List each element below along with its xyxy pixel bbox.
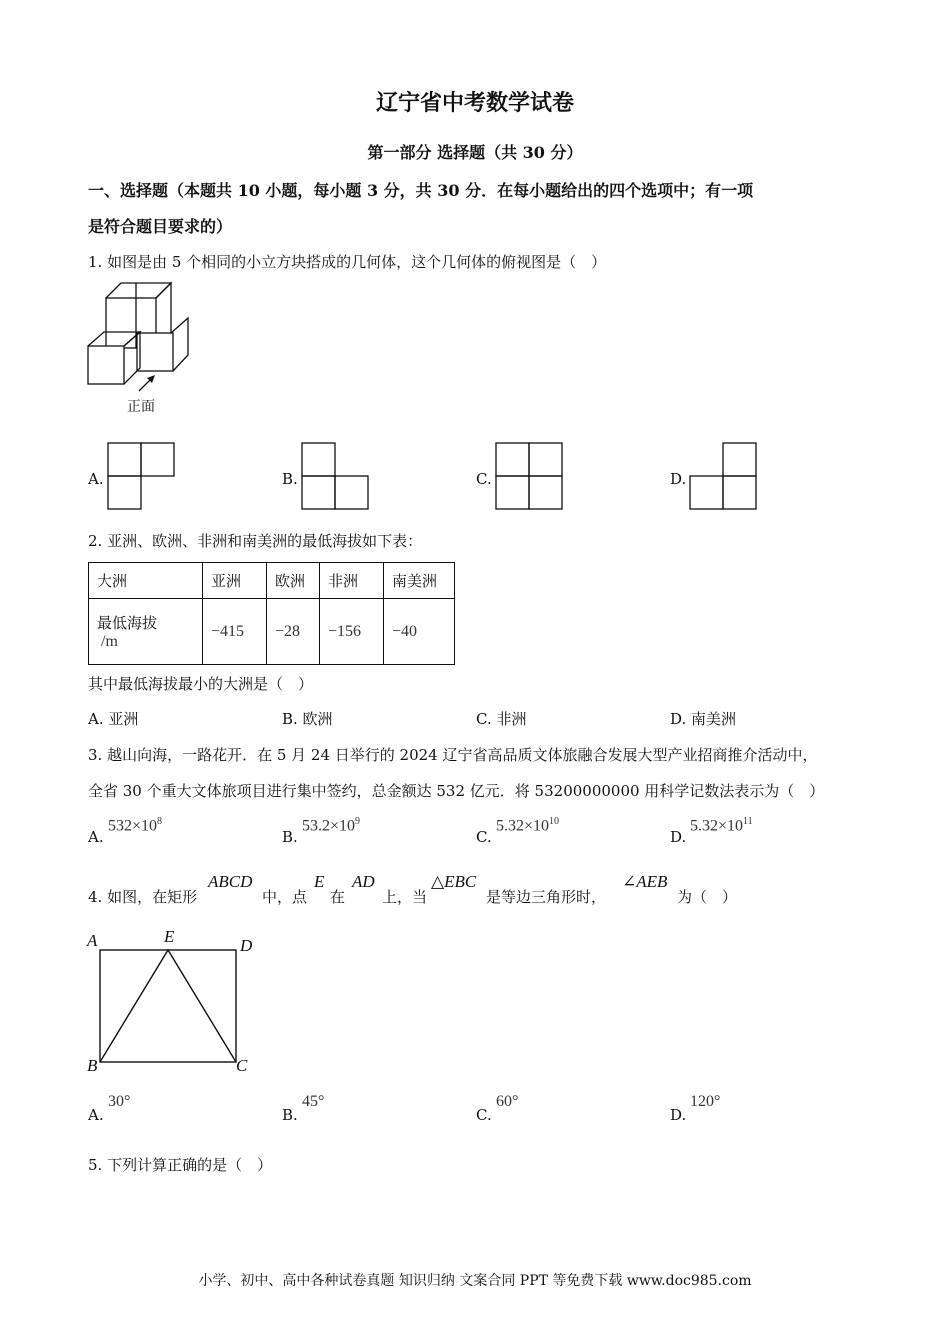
- q1-option-b-figure: [300, 441, 372, 511]
- question-4-part3: 在: [330, 888, 346, 906]
- question-3-line2: 全省 30 个重大文体旅项目进行集中签约，总金额达 532 亿元．将 53200000000 用科学记数法表示为（ ）: [88, 782, 825, 800]
- page-footer: 小学、初中、高中各种试卷真题 知识归纳 文案合同 PPT 等免费下载 www.doc985.com: [198, 1273, 752, 1289]
- table-cell: −28: [267, 599, 320, 665]
- table-row: [89, 599, 455, 665]
- rectangle-figure: [98, 948, 238, 1064]
- q3-option-a-label: A.: [88, 828, 104, 846]
- part-subtitle: 第一部分 选择题（共 30 分）: [367, 143, 583, 162]
- elevation-table: [88, 562, 455, 665]
- q4-option-a-label: A.: [88, 1106, 104, 1124]
- q1-option-a-figure: [106, 441, 176, 511]
- question-2-prompt: 其中最低海拔最小的大洲是（ ）: [88, 675, 314, 693]
- q2-option-b: B. 欧洲: [282, 710, 333, 728]
- question-5-text: 5. 下列计算正确的是（ ）: [88, 1156, 273, 1174]
- vertex-d-label: D: [240, 936, 253, 955]
- q4-point-symbol: E: [314, 872, 325, 891]
- vertex-b-label: B: [87, 1056, 98, 1075]
- q3-option-a-value: $532\times 10^8$: [108, 816, 163, 835]
- q4-triangle-symbol: △EBC: [431, 872, 477, 891]
- q1-option-c-label: C.: [476, 470, 492, 488]
- row-label-line1: 最低海拔: [97, 614, 158, 632]
- vertex-c-label: C: [236, 1056, 248, 1075]
- question-4-part4: 上，当: [382, 888, 428, 906]
- table-cell: −415: [203, 599, 267, 665]
- section-heading-line2: 是符合题目要求的）: [88, 217, 233, 236]
- q1-option-a-label: A.: [88, 470, 104, 488]
- q4-option-c-value: 60°: [496, 1093, 519, 1110]
- q4-angle-symbol: ∠AEB: [622, 872, 668, 891]
- q4-option-d-value: 120°: [690, 1093, 721, 1110]
- question-4-part5: 是等边三角形时，: [486, 888, 607, 906]
- row-label-line2: /m: [101, 633, 118, 650]
- q4-segment-symbol: AD: [352, 872, 375, 891]
- q1-option-c-figure: [494, 441, 564, 511]
- section-heading-line1: 一、选择题（本题共 10 小题，每小题 3 分，共 30 分．在每小题给出的四个选项中；有一项: [88, 181, 754, 200]
- table-header-cell: 非洲: [320, 563, 384, 599]
- question-4-part6: 为（ ）: [677, 888, 738, 906]
- table-cell: −40: [384, 599, 455, 665]
- question-3-line1: 3. 越山向海，一路花开．在 5 月 24 日举行的 2024 辽宁省高品质文体旅融合发展大型产业招商推介活动中，: [88, 746, 818, 764]
- question-4-part2: 中，点: [262, 888, 308, 906]
- table-row-label: [89, 599, 203, 665]
- q3-option-b-label: B.: [282, 828, 298, 846]
- question-2-text: 2. 亚洲、欧洲、非洲和南美洲的最低海拔如下表：: [88, 532, 423, 550]
- q3-option-c-value: $5.32\times 10^{10}$: [496, 816, 560, 835]
- q3-option-d-label: D.: [670, 828, 687, 846]
- q4-option-c-label: C.: [476, 1106, 492, 1124]
- front-label: 正面: [127, 399, 155, 415]
- q1-option-b-label: B.: [282, 470, 298, 488]
- q4-option-b-label: B.: [282, 1106, 298, 1124]
- table-header-cell: 欧洲: [267, 563, 320, 599]
- q4-option-b-value: 45°: [302, 1093, 325, 1110]
- q4-option-a-value: 30°: [108, 1093, 131, 1110]
- q1-option-d-label: D.: [670, 470, 687, 488]
- vertex-e-label: E: [164, 927, 175, 946]
- q3-option-d-value: $5.32\times 10^{11}$: [690, 816, 753, 835]
- q3-option-c-label: C.: [476, 828, 492, 846]
- table-header-cell: 亚洲: [203, 563, 267, 599]
- table-header-cell: 大洲: [89, 563, 203, 599]
- q2-option-d: D. 南美洲: [670, 710, 737, 728]
- vertex-a-label: A: [87, 931, 98, 950]
- table-header-cell: 南美洲: [384, 563, 455, 599]
- q4-rect-symbol: ABCD: [208, 872, 253, 891]
- table-header-row: [89, 563, 455, 599]
- table-cell: −156: [320, 599, 384, 665]
- page-title: 辽宁省中考数学试卷: [375, 90, 574, 116]
- q1-option-d-figure: [688, 441, 758, 511]
- question-4-part1: 4. 如图，在矩形: [88, 888, 198, 906]
- q2-option-c: C. 非洲: [476, 710, 527, 728]
- front-arrow-icon: [135, 372, 159, 394]
- q2-option-a: A. 亚洲: [88, 710, 139, 728]
- q3-option-b-value: $53.2\times 10^9$: [302, 816, 361, 835]
- question-1-text: 1. 如图是由 5 个相同的小立方块搭成的几何体，这个几何体的俯视图是（ ）: [88, 253, 607, 271]
- q4-option-d-label: D.: [670, 1106, 687, 1124]
